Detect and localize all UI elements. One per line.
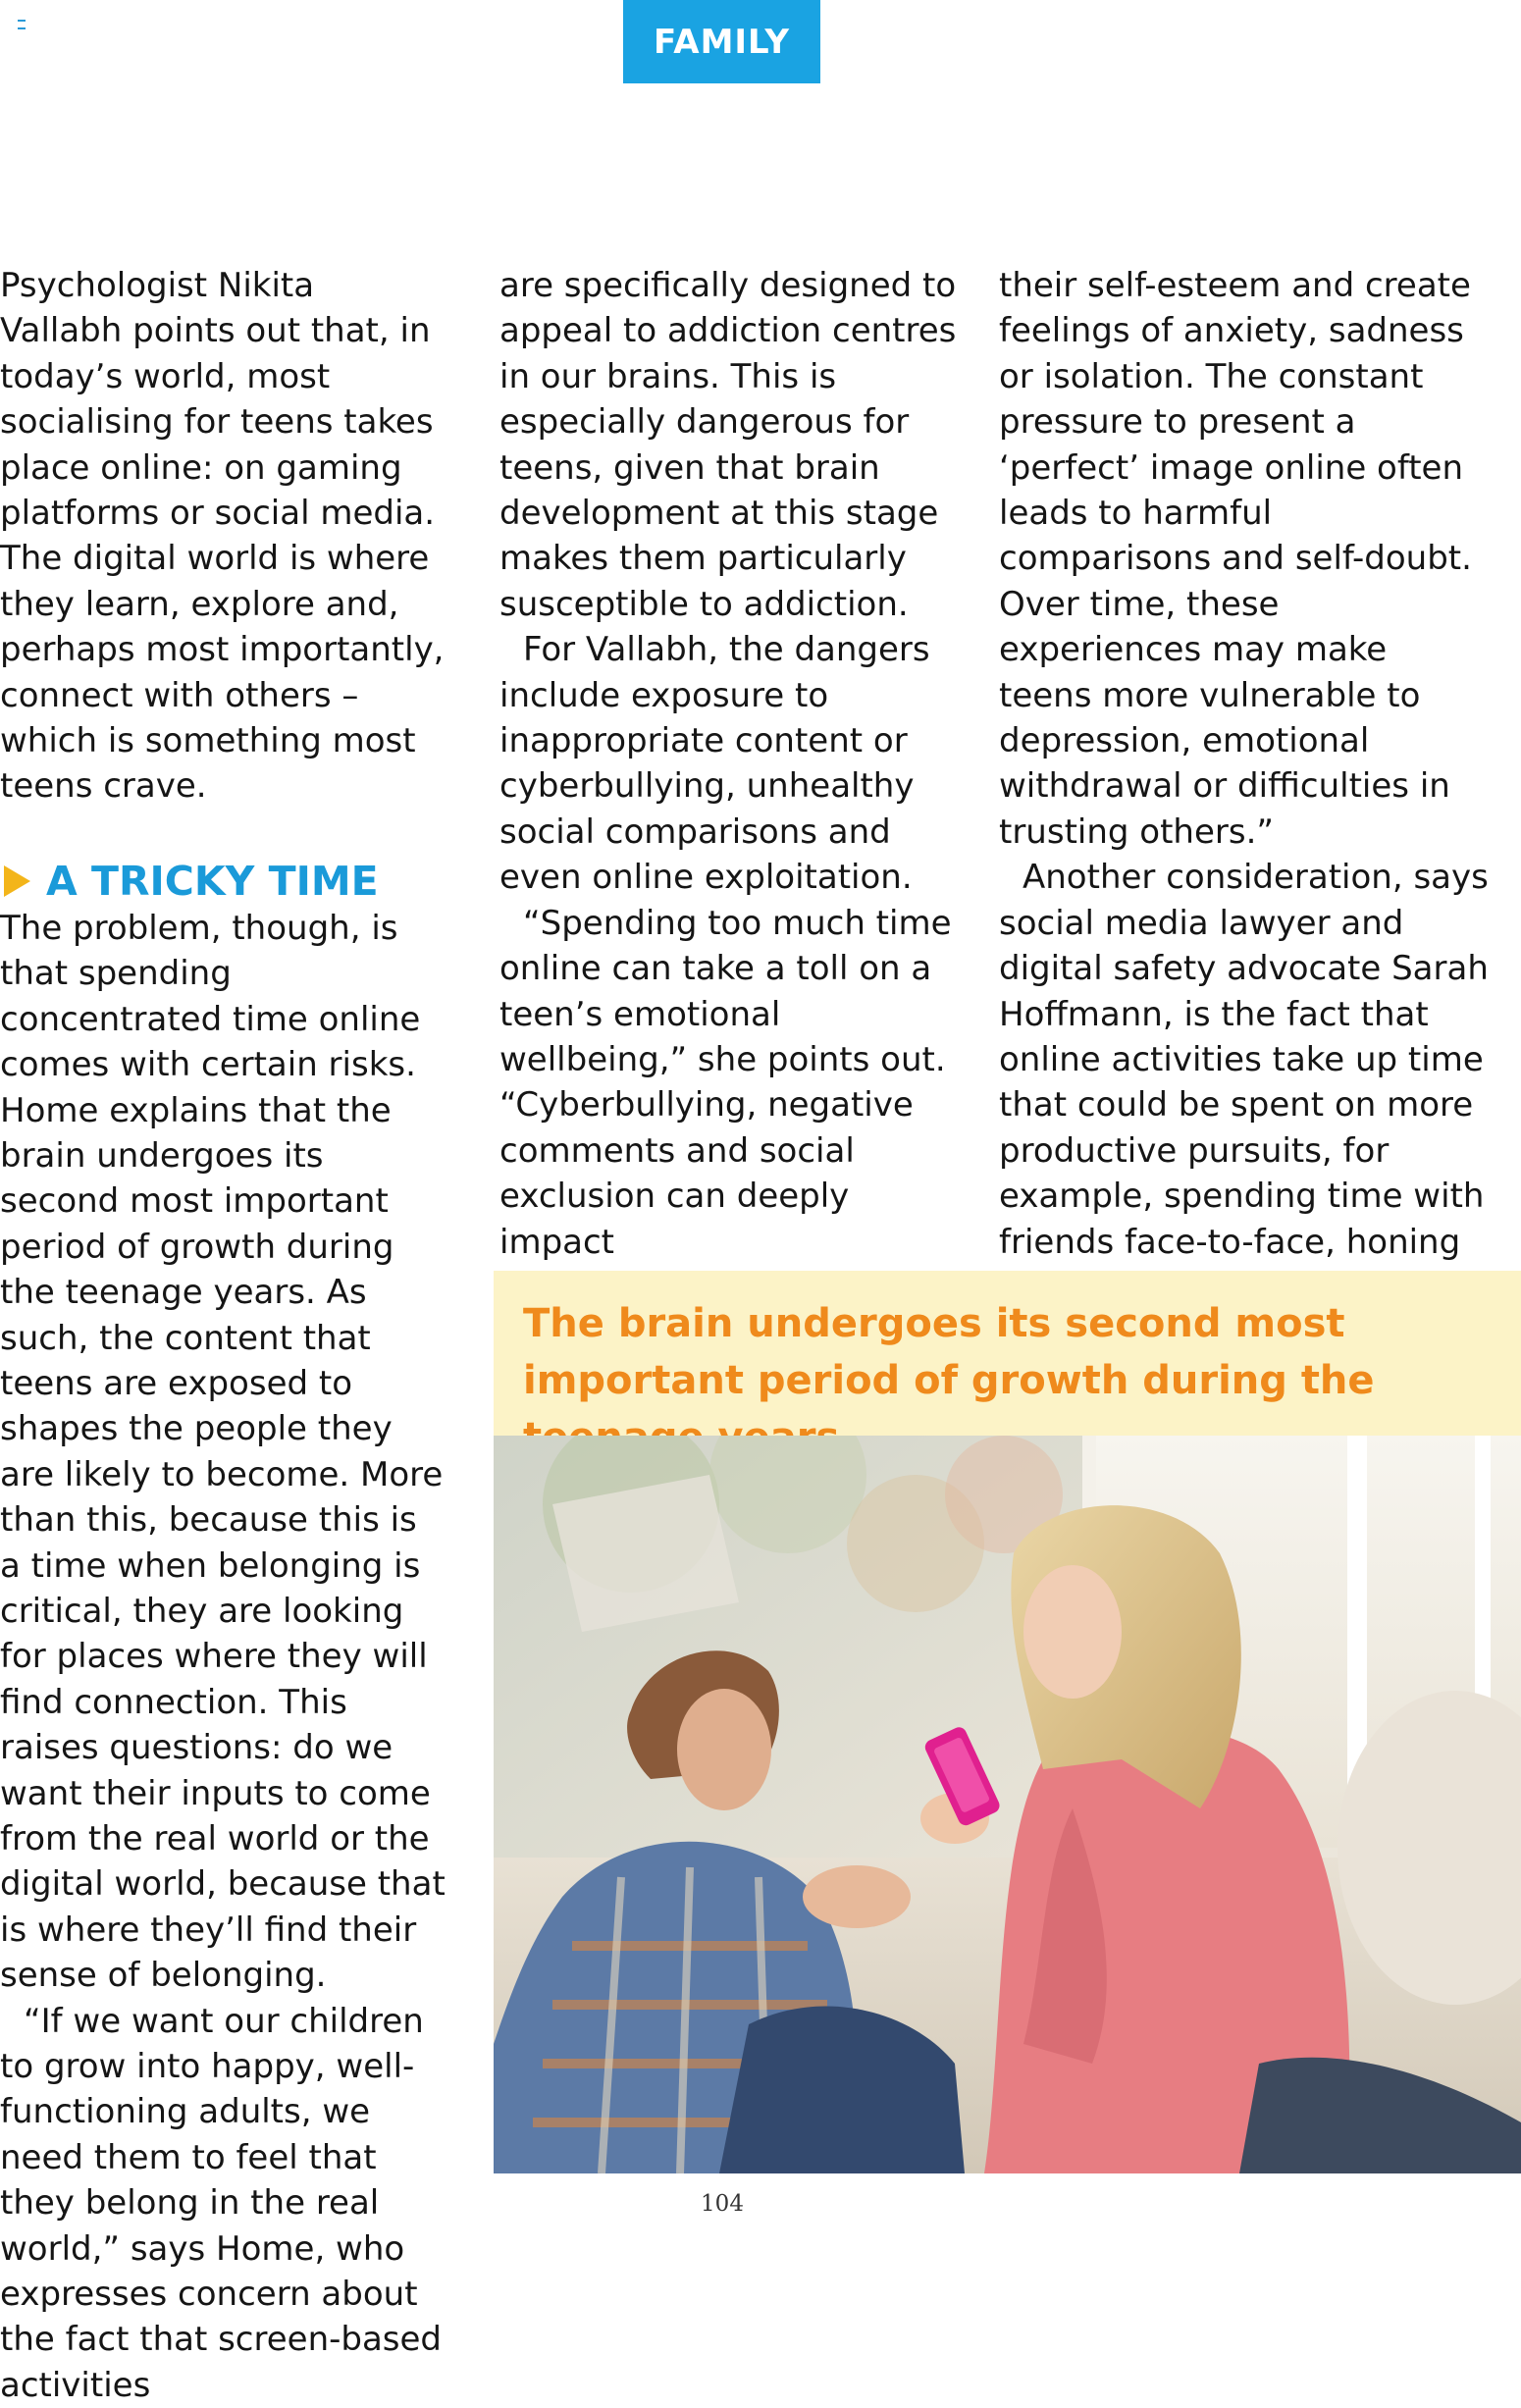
article-column-2 [499,263,961,1265]
arrow-bullet-icon [4,865,30,897]
article-paragraph: For Vallabh, the dangers include exposure to inappropriate content or cyberbullying, unhealthy social comparisons and even online exploitation. [499,630,930,898]
article-paragraph: “If we want our children to grow into happy, well-functioning adults, we need them to feel that they belong in the real world,” says Home, who expresses concern about the fact that screen-based activities [0,2001,443,2405]
article-paragraph: The problem, though, is that spending concentrated time online comes with certain risks. Home explains that the brain undergoes its second most important period of growth during the teenage years. As such, the content that teens are exposed to shapes the people they are likely to become. More than this, because this is a time when belonging is critical, they are looking for places where they will find connection. This raises questions: do we want their inputs to come from the real world or the digital world, because that is where they’ll find their sense of belonging. [0,908,446,1996]
article-paragraph: “Spending too much time online can take a toll on a teen’s emotional wellbeing,” she points out. “Cyberbullying, negative comments and social exclusion can deeply impact [499,903,952,1262]
mother-daughter-photo [494,1436,1521,2173]
article-column-3 [999,263,1490,1265]
article-column-1 [0,263,446,2408]
article-paragraph: are specifically designed to appeal to addiction centres in our brains. This is especially dangerous for teens, given that brain development at this stage makes them particularly susceptible to addiction. [499,266,957,624]
article-paragraph: Another consideration, says social media lawyer and digital safety advocate Sarah Hoffmann, is the fact that online activities take up time that could be spent on more productive pursuits, for example, spending time with friends face-to-face, honing [999,858,1489,1262]
section-tab: FAMILY [623,0,820,83]
article-paragraph: their self-esteem and create feelings of anxiety, sadness or isolation. The constant pressure to present a ‘perfect’ image online often leads to harmful comparisons and self-doubt. Over time, these experiences may make teens more vulnerable to depression, emotional withdrawal or difficulties in trusting others.” [999,266,1472,852]
subheading-text: A TRICKY TIME [46,857,379,905]
page-number: 104 [701,2191,744,2217]
subheading [0,857,446,906]
corner-mark [18,20,26,29]
article-paragraph: Psychologist Nikita Vallabh points out that, in today’s world, most socialising for teens takes place online: on gaming platforms or social media. The digital world is where they learn, explore and, perhaps most importantly, connect with others – which is something most teens crave. [0,266,445,807]
pull-quote: The brain undergoes its second most important period of growth during the [494,1271,1521,1436]
